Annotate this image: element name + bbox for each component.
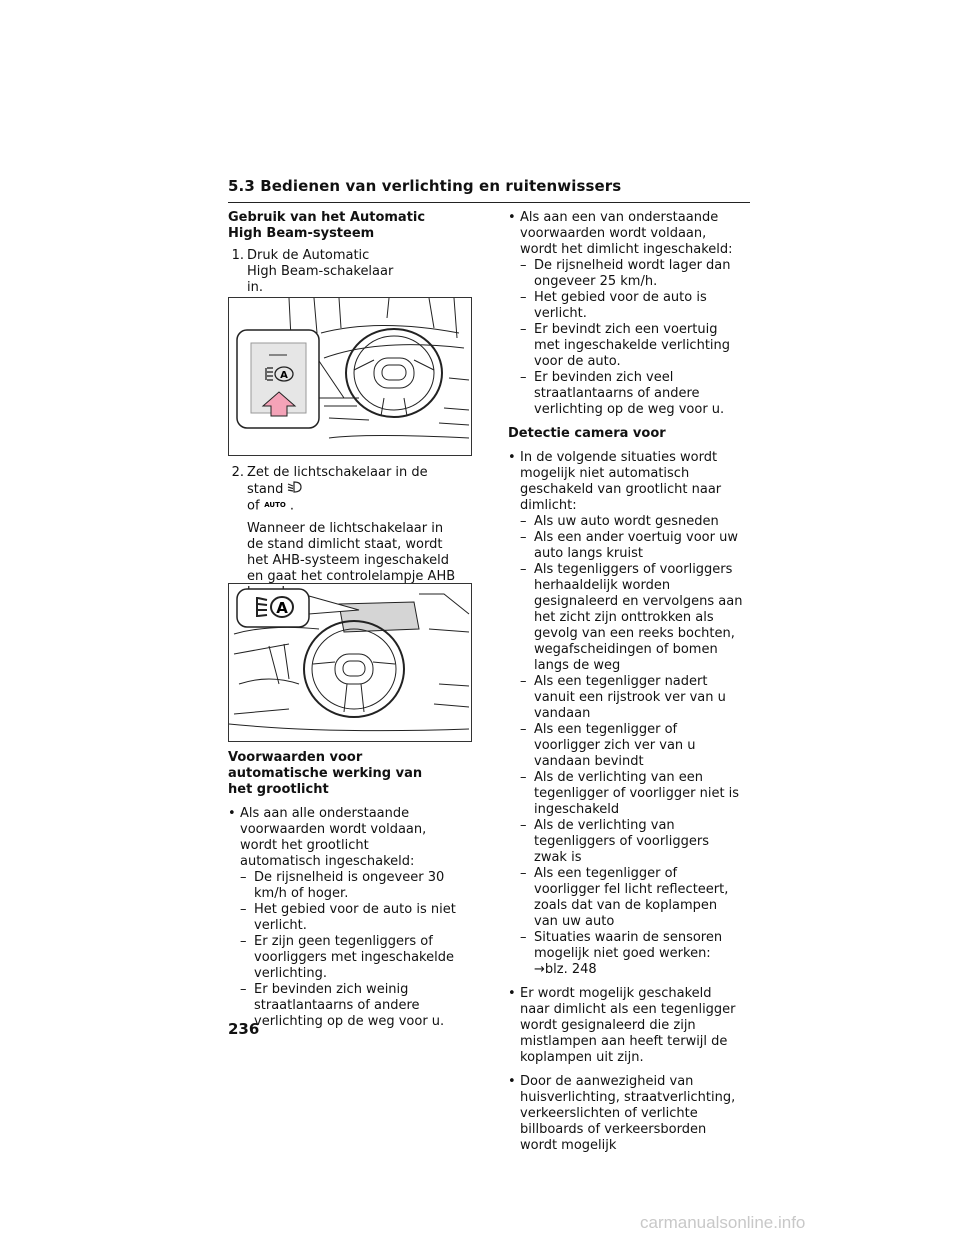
bullet-auto-high-beam [228,806,468,870]
dashboard-drawing-1 [229,298,471,455]
list-item [240,870,468,902]
step-2-number: 2. [231,465,244,480]
ahb-switch-illustration [228,297,472,456]
bullet-mark: • [508,210,516,225]
bullet-text: Door de aanwezigheid van huisverlichting, straatverlichting, verkeerslichten of verlichte billboards of verkeersborden wordt mogelijk [520,1074,736,1153]
dash-mark: – [520,674,527,689]
list-item [520,866,753,930]
list-item [520,322,753,370]
bullet-mark: • [508,450,516,465]
arrow-icon: → [534,962,545,977]
bullet-low-beam [508,210,753,258]
right-column [508,210,753,1154]
list-item [520,290,753,322]
dash-mark: – [520,818,527,833]
list-item [520,674,753,722]
list-item-text: Als de verlichting van tegenliggers of voorliggers zwak is [534,818,710,865]
section-header [228,176,750,203]
dash-mark: – [520,530,527,545]
list-item [240,934,468,982]
bullet-lighting [508,1074,753,1154]
list-item-text: De rijsnelheid is ongeveer 30 km/h of hoger. [254,870,445,901]
dash-mark: – [520,866,527,881]
dash-mark: – [240,902,247,917]
page-number: 236 [228,1020,260,1038]
dash-mark: – [520,562,527,577]
bullet-fog-lamps [508,986,753,1066]
step-2-period: . [289,498,294,514]
bullet-text: Als aan een van onderstaande voorwaarden wordt voldaan, wordt het dimlicht ingeschakeld: [520,210,733,257]
section-title: 5.3 Bedienen van verlichting en ruitenwissers [228,177,622,195]
low-beam-icon [287,481,303,498]
bullet-text: Als aan alle onderstaande voorwaarden wordt voldaan, wordt het grootlicht automatisch ingeschakeld: [240,806,427,869]
list-item-text: Situaties waarin de sensoren mogelijk niet goed werken: [534,930,723,961]
list-item-text: Als een ander voertuig voor uw auto langs kruist [534,530,738,561]
list-item-text: Als uw auto wordt gesneden [534,514,719,529]
auto-light-label: AUTO [263,501,286,509]
list-item [520,930,753,962]
dash-mark: – [240,982,247,997]
ahb-letter-large-icon: A [276,599,288,617]
dash-mark: – [520,370,527,385]
ahb-letter-icon: A [280,370,288,381]
list-item [520,562,753,674]
step-1-text: Druk de Automatic High Beam-schakelaar in. [247,248,394,295]
list-item-text: Er bevinden zich weinig straatlantaarns of andere verlichting op de weg voor u. [254,982,445,1029]
list-item [520,722,753,770]
step-2-text: Zet de lichtschakelaar in de stand [247,465,428,497]
list-item-text: Als een tegenligger of voorligger fel licht reflecteert, zoals dat van de koplampen van uw auto [534,866,729,929]
list-item [520,818,753,866]
dash-mark: – [520,290,527,305]
step-2-or: of [247,498,260,514]
list-item [520,258,753,290]
dashboard-drawing-2 [229,584,471,741]
step-2-paragraph: Wanneer de lichtschakelaar in de stand dimlicht staat, wordt het AHB-systeem ingeschakeld en gaat het controlelampje AHB [247,520,456,584]
watermark: carmanualsonline.info [640,1213,806,1232]
bullet-mark: • [508,986,516,1001]
list-item-text: Als een tegenligger nadert vanuit een rijstrook ver van u vandaan [534,674,726,721]
dash-mark: – [520,258,527,273]
left-column-top [228,210,468,296]
list-item-text: Het gebied voor de auto is verlicht. [534,290,707,321]
left-column-bottom [228,750,468,1030]
heading-ahb-usage: Gebruik van het Automatic High Beam-systeem [228,210,426,241]
list-item-text: Als een tegenligger of voorligger zich ver van u vandaan bevindt [534,722,696,769]
list-item [520,370,753,418]
bullet-text: Er wordt mogelijk geschakeld naar dimlicht als een tegenligger wordt gesignaleerd die zijn mistlampen aan heeft terwijl de koplampen uit zijn. [520,986,736,1065]
list-item-text: Als tegenliggers of voorliggers herhaaldelijk worden gesignaleerd en vervolgens aan het zicht zijn onttrokken als gevolg van een reeks bochten, wegafscheidingen of bomen langs de weg [534,562,743,673]
step-2 [228,465,468,601]
dash-mark: – [240,934,247,949]
auto-light-icon [264,498,286,514]
list-item [520,530,753,562]
list-item-text: Er bevindt zich een voertuig met ingeschakelde verlichting voor de auto. [534,322,731,369]
list-item-text: Het gebied voor de auto is niet verlicht. [254,902,456,933]
dash-mark: – [520,722,527,737]
list-item-text: De rijsnelheid wordt lager dan ongeveer 25 km/h. [534,258,731,289]
left-column-middle [228,465,468,601]
dash-mark: – [520,514,527,529]
heading-camera-detection: Detectie camera voor [508,426,666,441]
dash-mark: – [520,930,527,945]
bullet-no-auto-switch [508,450,753,514]
list-item-text: Er bevinden zich veel straatlantaarns of andere verlichting op de weg voor u. [534,370,725,417]
list-item [240,902,468,934]
step-1 [228,248,468,296]
list-item-text: Als de verlichting van een tegenligger of voorligger niet is ingeschakeld [534,770,740,817]
ahb-indicator-illustration [228,583,472,742]
step-1-number: 1. [231,248,244,263]
dash-mark: – [520,770,527,785]
dash-mark: – [520,322,527,337]
page-reference [520,962,753,978]
list-item [520,770,753,818]
list-item [240,982,468,1030]
bullet-mark: • [228,806,236,821]
list-item [520,514,753,530]
page-reference-link[interactable]: blz. 248 [544,962,597,977]
dash-mark: – [240,870,247,885]
bullet-text: In de volgende situaties wordt mogelijk niet automatisch geschakeld van grootlicht naar dimlicht: [520,450,722,513]
list-item-text: Er zijn geen tegenliggers of voorliggers met ingeschakelde verlichting. [254,934,454,981]
bullet-mark: • [508,1074,516,1089]
heading-auto-conditions: Voorwaarden voor automatische werking van het grootlicht [228,750,423,797]
